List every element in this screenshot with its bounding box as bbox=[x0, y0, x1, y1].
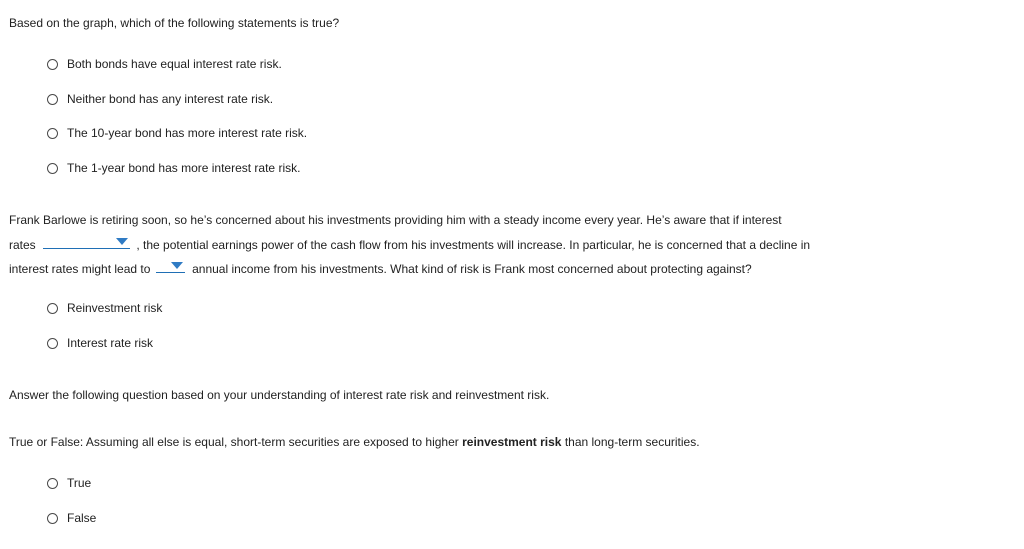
question-2-line-1: Frank Barlowe is retiring soon, so he’s concerned about his investments providing him with a steady income every year. He’s aware that if interest bbox=[9, 213, 782, 227]
radio-button[interactable] bbox=[47, 94, 58, 105]
q3-option-true-label: True bbox=[67, 475, 92, 490]
q2-option-2-label: Interest rate risk bbox=[67, 335, 154, 350]
question-2-line-3-end: annual income from his investments. What kind of risk is Frank most concerned about protecting against? bbox=[192, 262, 752, 276]
rates-direction-dropdown[interactable] bbox=[43, 236, 130, 249]
chevron-down-icon bbox=[116, 238, 128, 245]
q2-option-1-label: Reinvestment risk bbox=[67, 300, 163, 315]
q1-option-1[interactable] bbox=[47, 56, 282, 72]
q1-option-4-label: The 1-year bond has more interest rate risk. bbox=[67, 160, 301, 175]
question-3-prompt-bold: reinvestment risk bbox=[462, 435, 562, 449]
q1-option-1-label: Both bonds have equal interest rate risk. bbox=[67, 56, 282, 71]
question-2-line-2-start: rates bbox=[9, 238, 36, 252]
radio-button[interactable] bbox=[47, 513, 58, 524]
q1-option-3[interactable] bbox=[47, 125, 307, 141]
income-change-dropdown[interactable] bbox=[156, 260, 185, 273]
question-3-intro: Answer the following question based on your understanding of interest rate risk and reinvestment risk. bbox=[9, 388, 550, 402]
radio-button[interactable] bbox=[47, 478, 58, 489]
radio-button[interactable] bbox=[47, 59, 58, 70]
q1-option-2[interactable] bbox=[47, 91, 273, 107]
q3-option-false-label: False bbox=[67, 510, 97, 525]
chevron-down-icon bbox=[171, 262, 183, 269]
q2-option-2[interactable] bbox=[47, 335, 153, 351]
question-2-line-3-start: interest rates might lead to bbox=[9, 262, 151, 276]
q3-option-false[interactable] bbox=[47, 510, 96, 526]
question-3-prompt-end: than long-term securities. bbox=[561, 435, 700, 449]
question-3-prompt-start: True or False: Assuming all else is equal, short-term securities are exposed to higher bbox=[9, 435, 463, 449]
radio-button[interactable] bbox=[47, 303, 58, 314]
q1-option-4[interactable] bbox=[47, 160, 300, 176]
question-2-line-3 bbox=[9, 260, 752, 277]
q1-option-3-label: The 10-year bond has more interest rate risk. bbox=[67, 125, 308, 140]
question-3-prompt bbox=[9, 435, 700, 450]
q1-option-2-label: Neither bond has any interest rate risk. bbox=[67, 91, 274, 106]
question-2-line-2-end: , the potential earnings power of the cash flow from his investments will increase. In particular, he is concerned that a decline in bbox=[136, 238, 811, 252]
radio-button[interactable] bbox=[47, 163, 58, 174]
q3-option-true[interactable] bbox=[47, 475, 91, 491]
q2-option-1[interactable] bbox=[47, 300, 162, 316]
radio-button[interactable] bbox=[47, 128, 58, 139]
radio-button[interactable] bbox=[47, 338, 58, 349]
question-1-prompt: Based on the graph, which of the following statements is true? bbox=[9, 16, 340, 30]
question-2-line-2 bbox=[9, 236, 810, 253]
